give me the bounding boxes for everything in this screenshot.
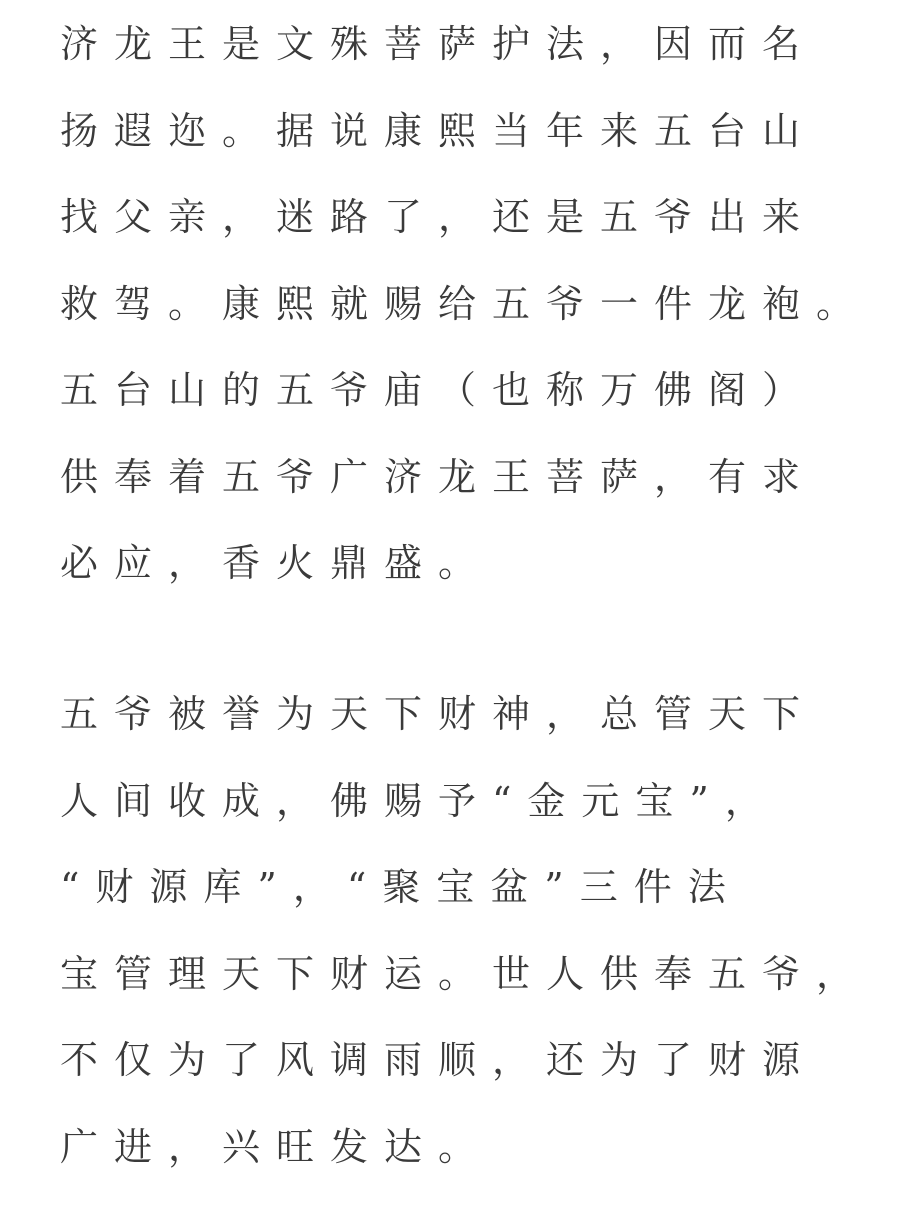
paragraph-god-of-wealth: [60, 682, 871, 1201]
text-line: 五爷被誉为天下财神，总管天下: [60, 692, 817, 736]
paragraph-wuye-temple: [60, 12, 871, 618]
text-line: 五台山的五爷庙（也称万佛阁）: [60, 368, 817, 412]
text-line: 找父亲，迷路了，还是五爷出来: [60, 195, 817, 239]
text-line: 宝管理天下财运。世人供奉五爷，: [60, 951, 871, 996]
text-line: “财源库”，“聚宝盆”三件法: [60, 865, 742, 909]
text-line: 救驾。康熙就赐给五爷一件龙袍。: [60, 281, 871, 326]
text-line: 不仅为了风调雨顺，还为了财源: [60, 1038, 817, 1082]
text-line: 供奉着五爷广济龙王菩萨，有求: [60, 454, 817, 499]
text-line: 人间收成，佛赐予“金元宝”，: [60, 778, 779, 823]
text-line: 广进，兴旺发达。: [60, 1124, 493, 1169]
text-line: 必应，香火鼎盛。: [60, 541, 493, 585]
text-line: 扬遐迩。据说康熙当年来五台山: [60, 108, 817, 153]
text-line: 济龙王是文殊菩萨护法，因而名: [60, 22, 817, 66]
